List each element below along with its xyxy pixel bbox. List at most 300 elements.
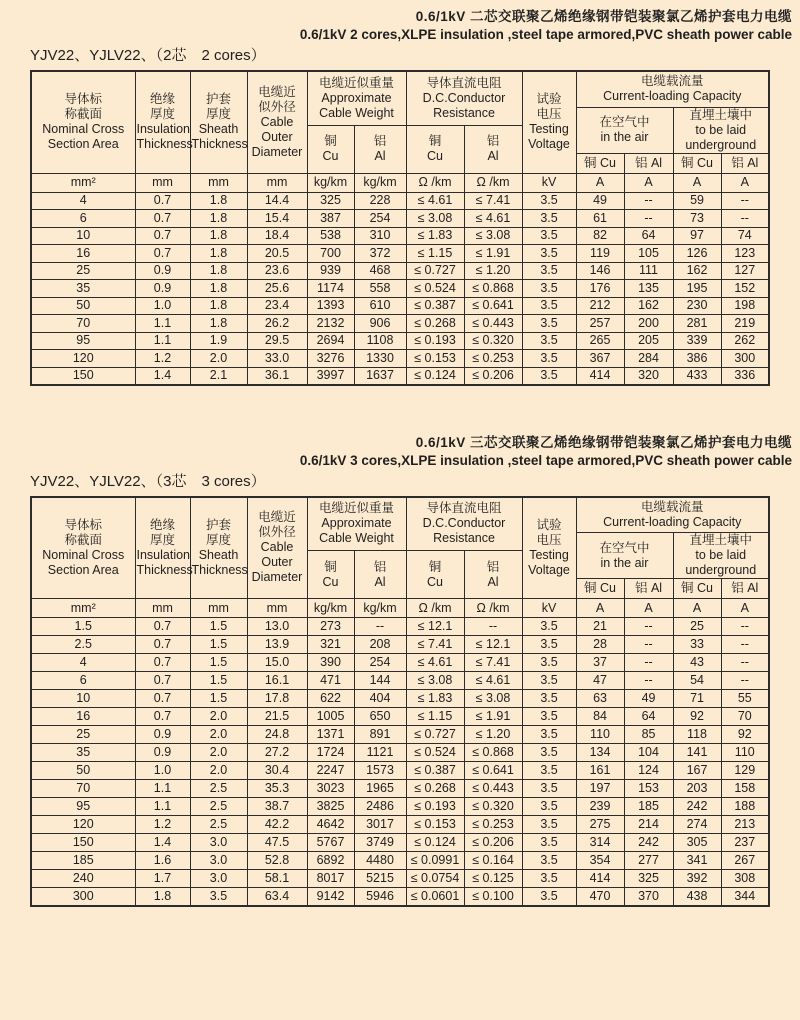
cell: 6	[31, 672, 135, 690]
cell: 49	[576, 192, 624, 210]
cell: 36.1	[247, 367, 307, 385]
cell: 3.5	[522, 744, 576, 762]
cell: 35	[31, 280, 135, 298]
cell: 5215	[354, 870, 406, 888]
cell: ≤ 0.320	[464, 332, 522, 350]
cell: ≤ 0.868	[464, 280, 522, 298]
cell: 14.4	[247, 192, 307, 210]
cell: 4	[31, 654, 135, 672]
cell: 1.8	[190, 192, 247, 210]
cell: 1.8	[190, 262, 247, 280]
cell: ≤ 0.125	[464, 870, 522, 888]
cell: 1724	[307, 744, 354, 762]
cell: 230	[673, 297, 721, 315]
cell: 120	[31, 350, 135, 368]
cell: ≤ 7.41	[464, 192, 522, 210]
group-header-weight: 电缆近似重量 Approximate Cable Weight	[307, 71, 406, 125]
unit-cell: kV	[522, 173, 576, 192]
cell: ≤ 3.08	[464, 690, 522, 708]
cell: 21	[576, 618, 624, 636]
unit-cell: mm	[190, 599, 247, 618]
cell: 1.8	[135, 888, 190, 906]
cell: 650	[354, 708, 406, 726]
cell: 3017	[354, 816, 406, 834]
cell: 47.5	[247, 834, 307, 852]
cell: 153	[624, 780, 673, 798]
cell: 3.5	[522, 227, 576, 245]
title-chinese-3core: 0.6/1kV 三芯交联聚乙烯绝缘钢带铠装聚氯乙烯护套电力电缆	[415, 434, 792, 450]
subgroup-header-underground: 直埋土壤中 to be laid underground	[673, 107, 769, 153]
cell: --	[624, 654, 673, 672]
cell: 1.5	[190, 636, 247, 654]
table-row	[31, 332, 769, 350]
col-header-sheath: 护套 厚度 Sheath Thickness	[190, 71, 247, 173]
cell: 105	[624, 245, 673, 263]
cell: 146	[576, 262, 624, 280]
cell: 219	[721, 315, 769, 333]
cell: 3023	[307, 780, 354, 798]
cell: 152	[721, 280, 769, 298]
cell: 3.5	[522, 834, 576, 852]
cell: 50	[31, 297, 135, 315]
cell: 3.5	[522, 690, 576, 708]
cell: 3.5	[522, 245, 576, 263]
col-header-insulation: 绝缘 厚度 Insulation Thickness	[135, 497, 190, 599]
unit-cell: mm²	[31, 173, 135, 192]
col-header-weight-al: 铝 Al	[354, 551, 406, 599]
unit-cell: kg/km	[354, 599, 406, 618]
cell: ≤ 1.15	[406, 245, 464, 263]
table-row	[31, 350, 769, 368]
col-header-air-cu: 铜 Cu	[576, 579, 624, 599]
unit-cell: Ω /km	[464, 173, 522, 192]
cell: 33.0	[247, 350, 307, 368]
cell: 4642	[307, 816, 354, 834]
cell: ≤ 4.61	[464, 672, 522, 690]
cell: 939	[307, 262, 354, 280]
cell: ≤ 1.15	[406, 708, 464, 726]
cell: 0.9	[135, 744, 190, 762]
cell: 3.5	[522, 280, 576, 298]
group-header-resistance: 导体直流电阻 D.C.Conductor Resistance	[406, 71, 522, 125]
cell: 1.4	[135, 834, 190, 852]
cell: 240	[31, 870, 135, 888]
cell: --	[624, 618, 673, 636]
cell: --	[624, 636, 673, 654]
cell: 1965	[354, 780, 406, 798]
table-row	[31, 708, 769, 726]
cell: 28	[576, 636, 624, 654]
cell: 205	[624, 332, 673, 350]
cell: 305	[673, 834, 721, 852]
col-header-air-cu: 铜 Cu	[576, 153, 624, 173]
unit-cell: mm	[190, 173, 247, 192]
cell: 610	[354, 297, 406, 315]
table-row	[31, 816, 769, 834]
cell: 92	[721, 726, 769, 744]
cell: 203	[673, 780, 721, 798]
col-header-nominal-section: 导体标 称截面 Nominal Cross Section Area	[31, 497, 135, 599]
cell: 9142	[307, 888, 354, 906]
cell: 16.1	[247, 672, 307, 690]
cell: 13.0	[247, 618, 307, 636]
cell: 58.1	[247, 870, 307, 888]
cell: 228	[354, 192, 406, 210]
cell: 25.6	[247, 280, 307, 298]
cell: 119	[576, 245, 624, 263]
cell: 367	[576, 350, 624, 368]
cell: ≤ 0.124	[406, 367, 464, 385]
cell: 1121	[354, 744, 406, 762]
table-row	[31, 726, 769, 744]
cell: 336	[721, 367, 769, 385]
cell: 471	[307, 672, 354, 690]
cell: 1.4	[135, 367, 190, 385]
cell: 257	[576, 315, 624, 333]
cell: ≤ 0.164	[464, 852, 522, 870]
unit-cell: Ω /km	[406, 173, 464, 192]
cell: 700	[307, 245, 354, 263]
cell: ≤ 0.268	[406, 315, 464, 333]
group-header-resistance: 导体直流电阻 D.C.Conductor Resistance	[406, 497, 522, 551]
cell: 1.6	[135, 852, 190, 870]
cell: 23.6	[247, 262, 307, 280]
table-row	[31, 192, 769, 210]
cell: 17.8	[247, 690, 307, 708]
subgroup-header-in-air: 在空气中 in the air	[576, 107, 673, 153]
cell: 15.4	[247, 210, 307, 228]
cell: 321	[307, 636, 354, 654]
cell: 25	[31, 726, 135, 744]
cell: 195	[673, 280, 721, 298]
cell: ≤ 0.524	[406, 744, 464, 762]
cell: 24.8	[247, 726, 307, 744]
cell: 176	[576, 280, 624, 298]
cell: 95	[31, 798, 135, 816]
cell: 3.5	[522, 780, 576, 798]
cell: 320	[624, 367, 673, 385]
cell: 0.9	[135, 726, 190, 744]
cell: 1.8	[190, 210, 247, 228]
cell: ≤ 0.268	[406, 780, 464, 798]
cell: ≤ 4.61	[406, 654, 464, 672]
table-row	[31, 262, 769, 280]
cell: 1371	[307, 726, 354, 744]
cell: ≤ 0.193	[406, 332, 464, 350]
cell: 150	[31, 367, 135, 385]
cell: 6892	[307, 852, 354, 870]
cell: 0.7	[135, 210, 190, 228]
table-row	[31, 870, 769, 888]
cell: 50	[31, 762, 135, 780]
cell: 0.9	[135, 262, 190, 280]
cell: 622	[307, 690, 354, 708]
cell: 3825	[307, 798, 354, 816]
cell: 906	[354, 315, 406, 333]
cell: 54	[673, 672, 721, 690]
cell: ≤ 0.727	[406, 262, 464, 280]
cell: ≤ 0.320	[464, 798, 522, 816]
title-english-2core: 0.6/1kV 2 cores,XLPE insulation ,steel tape armored,PVC sheath power cable	[299, 27, 792, 42]
cell: 392	[673, 870, 721, 888]
cell: 1005	[307, 708, 354, 726]
cell: 214	[624, 816, 673, 834]
cell: 63.4	[247, 888, 307, 906]
cell: 3749	[354, 834, 406, 852]
cell: 558	[354, 280, 406, 298]
cell: 0.7	[135, 672, 190, 690]
cell: 5946	[354, 888, 406, 906]
spec-table-3core	[30, 496, 770, 907]
cell: 433	[673, 367, 721, 385]
cell: 308	[721, 870, 769, 888]
table-row	[31, 315, 769, 333]
table-row	[31, 280, 769, 298]
cell: 1.8	[190, 245, 247, 263]
section-2core	[0, 0, 800, 386]
table-row	[31, 618, 769, 636]
unit-cell: Ω /km	[406, 599, 464, 618]
table-row	[31, 227, 769, 245]
unit-cell: kg/km	[307, 599, 354, 618]
table-row	[31, 636, 769, 654]
cell: 300	[31, 888, 135, 906]
cell: 372	[354, 245, 406, 263]
cell: ≤ 0.100	[464, 888, 522, 906]
cell: 198	[721, 297, 769, 315]
cell: 127	[721, 262, 769, 280]
cell: 1.1	[135, 798, 190, 816]
cell: ≤ 0.0601	[406, 888, 464, 906]
cell: 25	[673, 618, 721, 636]
unit-cell: mm	[135, 599, 190, 618]
cell: 2.0	[190, 350, 247, 368]
cell: 158	[721, 780, 769, 798]
cell: ≤ 0.524	[406, 280, 464, 298]
unit-cell: A	[721, 173, 769, 192]
cell: ≤ 3.08	[406, 672, 464, 690]
cell: 6	[31, 210, 135, 228]
cell: 339	[673, 332, 721, 350]
cell: 281	[673, 315, 721, 333]
cell: 3.5	[522, 708, 576, 726]
cell: --	[624, 672, 673, 690]
unit-cell: kV	[522, 599, 576, 618]
unit-cell: mm²	[31, 599, 135, 618]
cell: 13.9	[247, 636, 307, 654]
cell: 1.5	[190, 654, 247, 672]
cell: ≤ 0.387	[406, 762, 464, 780]
table-row	[31, 245, 769, 263]
col-header-testing-voltage: 试验 电压 Testing Voltage	[522, 497, 576, 599]
cell: 212	[576, 297, 624, 315]
cell: --	[721, 618, 769, 636]
cell: 55	[721, 690, 769, 708]
cell: 70	[31, 780, 135, 798]
cell: --	[354, 618, 406, 636]
col-header-weight-al: 铝 Al	[354, 125, 406, 173]
cell: 123	[721, 245, 769, 263]
subgroup-header-in-air: 在空气中 in the air	[576, 533, 673, 579]
cell: 74	[721, 227, 769, 245]
cell: ≤ 3.08	[406, 210, 464, 228]
cell: 1.1	[135, 332, 190, 350]
cell: ≤ 1.83	[406, 690, 464, 708]
cell: 3997	[307, 367, 354, 385]
unit-cell: kg/km	[307, 173, 354, 192]
cell: 1.5	[190, 672, 247, 690]
cell: 0.7	[135, 708, 190, 726]
col-header-nominal-section: 导体标 称截面 Nominal Cross Section Area	[31, 71, 135, 173]
cell: 310	[354, 227, 406, 245]
cell: ≤ 0.0754	[406, 870, 464, 888]
cell: 92	[673, 708, 721, 726]
cell: 267	[721, 852, 769, 870]
unit-cell: A	[624, 173, 673, 192]
units-row	[31, 599, 769, 618]
cell: 2.5	[190, 780, 247, 798]
cell: 5767	[307, 834, 354, 852]
cell: 129	[721, 762, 769, 780]
model-line-3core: YJV22、YJLV22、（3芯 3 cores）	[30, 472, 266, 490]
cell: 1.7	[135, 870, 190, 888]
cell: ≤ 1.91	[464, 708, 522, 726]
cell: 135	[624, 280, 673, 298]
col-header-resistance-cu: 铜 Cu	[406, 551, 464, 599]
cell: 1.8	[190, 315, 247, 333]
cell: 42.2	[247, 816, 307, 834]
cell: 3.5	[522, 762, 576, 780]
col-header-weight-cu: 铜 Cu	[307, 551, 354, 599]
cell: 239	[576, 798, 624, 816]
cell: ≤ 3.08	[464, 227, 522, 245]
cell: 70	[721, 708, 769, 726]
cell: 185	[31, 852, 135, 870]
cell: 3.5	[190, 888, 247, 906]
table-row	[31, 852, 769, 870]
cell: 167	[673, 762, 721, 780]
cell: 197	[576, 780, 624, 798]
cell: 262	[721, 332, 769, 350]
cell: 134	[576, 744, 624, 762]
section-3core	[0, 426, 800, 907]
group-header-capacity: 电缆载流量 Current-loading Capacity	[576, 497, 769, 533]
cell: 120	[31, 816, 135, 834]
cell: 3.5	[522, 297, 576, 315]
cell: 4480	[354, 852, 406, 870]
cell: 126	[673, 245, 721, 263]
cell: 1330	[354, 350, 406, 368]
table-row	[31, 690, 769, 708]
unit-cell: A	[576, 173, 624, 192]
col-header-outer-diameter: 电缆近 似外径 Cable Outer Diameter	[247, 71, 307, 173]
cell: 0.7	[135, 690, 190, 708]
cell: 254	[354, 210, 406, 228]
cell: 70	[31, 315, 135, 333]
cell: 538	[307, 227, 354, 245]
cell: 27.2	[247, 744, 307, 762]
cell: ≤ 0.443	[464, 315, 522, 333]
cell: 1.5	[31, 618, 135, 636]
cell: 4	[31, 192, 135, 210]
cell: ≤ 0.193	[406, 798, 464, 816]
unit-cell: mm	[247, 599, 307, 618]
cell: 161	[576, 762, 624, 780]
cell: ≤ 0.727	[406, 726, 464, 744]
cell: 2247	[307, 762, 354, 780]
cell: 64	[624, 227, 673, 245]
title-english-3core: 0.6/1kV 3 cores,XLPE insulation ,steel tape armored,PVC sheath power cable	[299, 452, 792, 468]
cell: ≤ 1.83	[406, 227, 464, 245]
cell: 3276	[307, 350, 354, 368]
cell: 23.4	[247, 297, 307, 315]
cell: 2.0	[190, 744, 247, 762]
cell: 26.2	[247, 315, 307, 333]
cell: 414	[576, 870, 624, 888]
cell: 273	[307, 618, 354, 636]
cell: ≤ 0.641	[464, 762, 522, 780]
cell: 18.4	[247, 227, 307, 245]
col-header-testing-voltage: 试验 电压 Testing Voltage	[522, 71, 576, 173]
cell: ≤ 4.61	[406, 192, 464, 210]
table-row	[31, 798, 769, 816]
cell: ≤ 0.253	[464, 816, 522, 834]
cell: 1108	[354, 332, 406, 350]
cell: 1.5	[190, 690, 247, 708]
table-row	[31, 780, 769, 798]
section-gap	[0, 386, 800, 426]
cell: 1.8	[190, 280, 247, 298]
cell: 414	[576, 367, 624, 385]
cell: 3.5	[522, 262, 576, 280]
subgroup-header-underground: 直埋土壤中 to be laid underground	[673, 533, 769, 579]
cell: 3.5	[522, 636, 576, 654]
cell: ≤ 0.206	[464, 834, 522, 852]
cell: 95	[31, 332, 135, 350]
col-header-underground-cu: 铜 Cu	[673, 153, 721, 173]
cell: 3.5	[522, 672, 576, 690]
col-header-air-al: 铝 Al	[624, 153, 673, 173]
cell: --	[624, 210, 673, 228]
cell: 110	[721, 744, 769, 762]
cell: 110	[576, 726, 624, 744]
cell: 35.3	[247, 780, 307, 798]
cell: 1637	[354, 367, 406, 385]
group-header-capacity: 电缆载流量 Current-loading Capacity	[576, 71, 769, 107]
cell: 2694	[307, 332, 354, 350]
cell: --	[721, 192, 769, 210]
unit-cell: A	[721, 599, 769, 618]
cell: ≤ 12.1	[464, 636, 522, 654]
title-chinese-2core: 0.6/1kV 二芯交联聚乙烯绝缘钢带铠装聚氯乙烯护套电力电缆	[415, 9, 792, 24]
cell: 387	[307, 210, 354, 228]
col-header-underground-al: 铝 Al	[721, 579, 769, 599]
cell: 82	[576, 227, 624, 245]
cell: 1.1	[135, 780, 190, 798]
cell: 3.5	[522, 315, 576, 333]
cell: 470	[576, 888, 624, 906]
cell: 0.7	[135, 654, 190, 672]
table-row	[31, 672, 769, 690]
unit-cell: A	[624, 599, 673, 618]
cell: 3.5	[522, 726, 576, 744]
table-row	[31, 297, 769, 315]
cell: 118	[673, 726, 721, 744]
cell: 30.4	[247, 762, 307, 780]
cell: 354	[576, 852, 624, 870]
col-header-sheath: 护套 厚度 Sheath Thickness	[190, 497, 247, 599]
cell: 0.7	[135, 618, 190, 636]
